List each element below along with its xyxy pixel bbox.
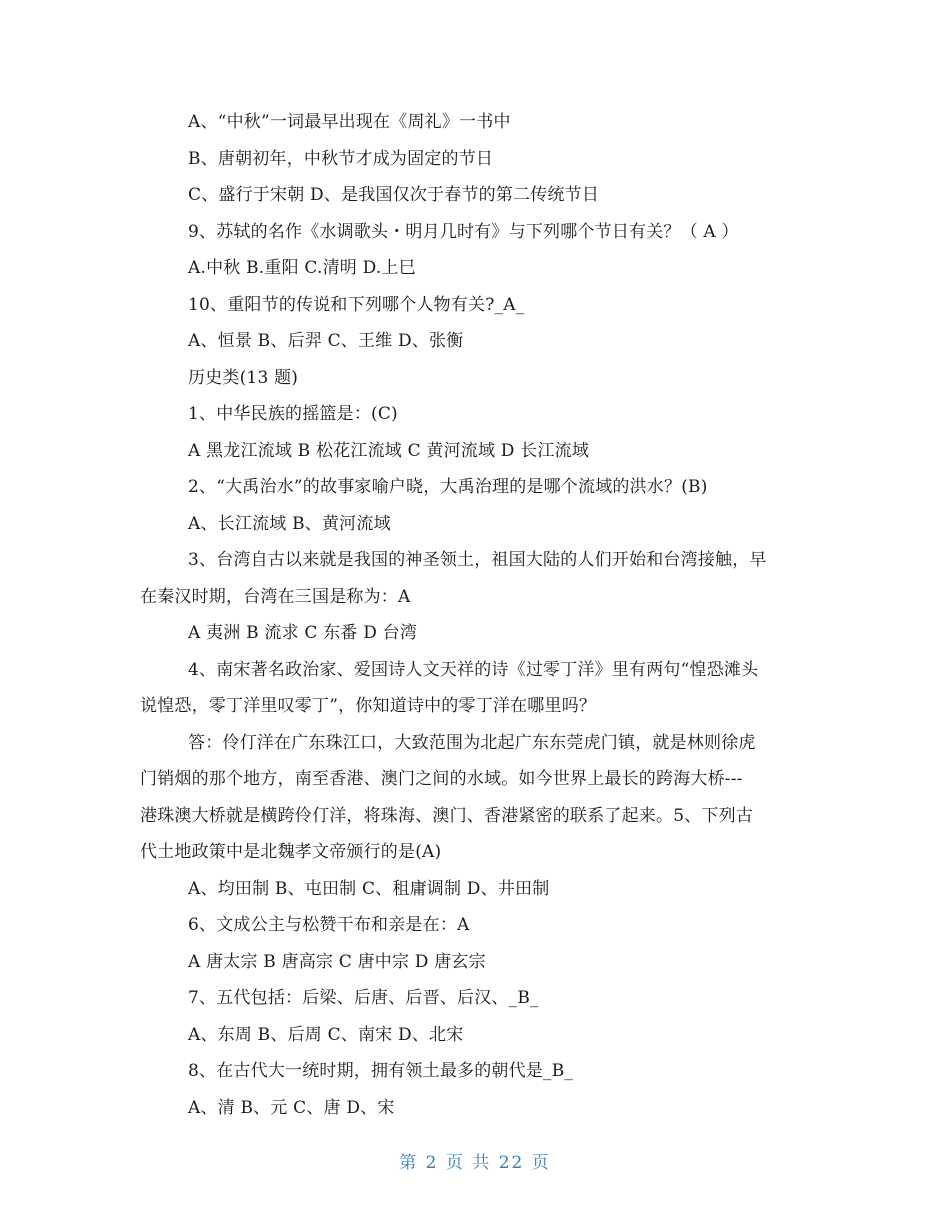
text-line: 9、苏轼的名作《水调歌头・明月几时有》与下列哪个节日有关？（ A ） <box>188 221 739 242</box>
text-line: 答：伶仃洋在广东珠江口，大致范围为北起广东东莞虎门镇，就是林则徐虎 <box>188 732 756 753</box>
text-line: 港珠澳大桥就是横跨伶仃洋，将珠海、澳门、香港紧密的联系了起来。5、下列古 <box>140 805 754 826</box>
text-line: 1、中华民族的摇篮是：(C) <box>188 404 398 424</box>
text-line: 门销烟的那个地方，南至香港、澳门之间的水域。如今世界上最长的跨海大桥--- <box>140 769 743 789</box>
text-line: C、盛行于宋朝 D、是我国仅次于春节的第二传统节日 <box>188 185 600 205</box>
text-line: 10、重阳节的传说和下列哪个人物有关?_A_ <box>188 294 525 315</box>
text-line: A 唐太宗 B 唐高宗 C 唐中宗 D 唐玄宗 <box>188 951 486 972</box>
text-line: A、长江流域 B、黄河流域 <box>188 513 391 534</box>
text-line: A、恒景 B、后羿 C、王维 D、张衡 <box>188 331 464 351</box>
text-line: A.中秋 B.重阳 C.清明 D.上巳 <box>188 258 416 278</box>
document-body <box>140 104 820 1126</box>
text-line: A、均田制 B、屯田制 C、租庸调制 D、井田制 <box>188 878 550 899</box>
text-line: 在秦汉时期，台湾在三国是称为：A <box>140 586 411 607</box>
page-footer: 第 2 页 共 22 页 <box>399 1153 551 1173</box>
text-line: 4、南宋著名政治家、爱国诗人文天祥的诗《过零丁洋》里有两句“惶恐滩头 <box>188 659 759 680</box>
text-line: A 夷洲 B 流求 C 东番 D 台湾 <box>188 623 418 643</box>
text-line: 3、台湾自古以来就是我国的神圣领土，祖国大陆的人们开始和台湾接触，早 <box>188 550 767 570</box>
text-line: A、东周 B、后周 C、南宋 D、北宋 <box>188 1024 464 1045</box>
text-line: A 黑龙江流域 B 松花江流域 C 黄河流域 D 长江流域 <box>188 440 590 461</box>
text-line: 6、文成公主与松赞干布和亲是在：A <box>188 915 470 935</box>
text-line: 8、在古代大一统时期，拥有领土最多的朝代是_B_ <box>188 1061 574 1081</box>
text-line: 代土地政策中是北魏孝文帝颁行的是(A) <box>140 842 442 862</box>
text-line: A、“中秋”一词最早出现在《周礼》一书中 <box>188 112 511 132</box>
text-line: 7、五代包括：后梁、后唐、后晋、后汉、_B_ <box>188 988 539 1008</box>
text-line: 说惶恐，零丁洋里叹零丁”，你知道诗中的零丁洋在哪里吗？ <box>140 696 597 716</box>
text-line: B、唐朝初年，中秋节才成为固定的节日 <box>188 148 494 169</box>
text-line: 2、“大禹治水”的故事家喻户晓，大禹治理的是哪个流域的洪水？(B) <box>188 477 708 497</box>
text-line: 历史类(13 题) <box>188 367 299 388</box>
text-line: A、清 B、元 C、唐 D、宋 <box>188 1097 395 1118</box>
